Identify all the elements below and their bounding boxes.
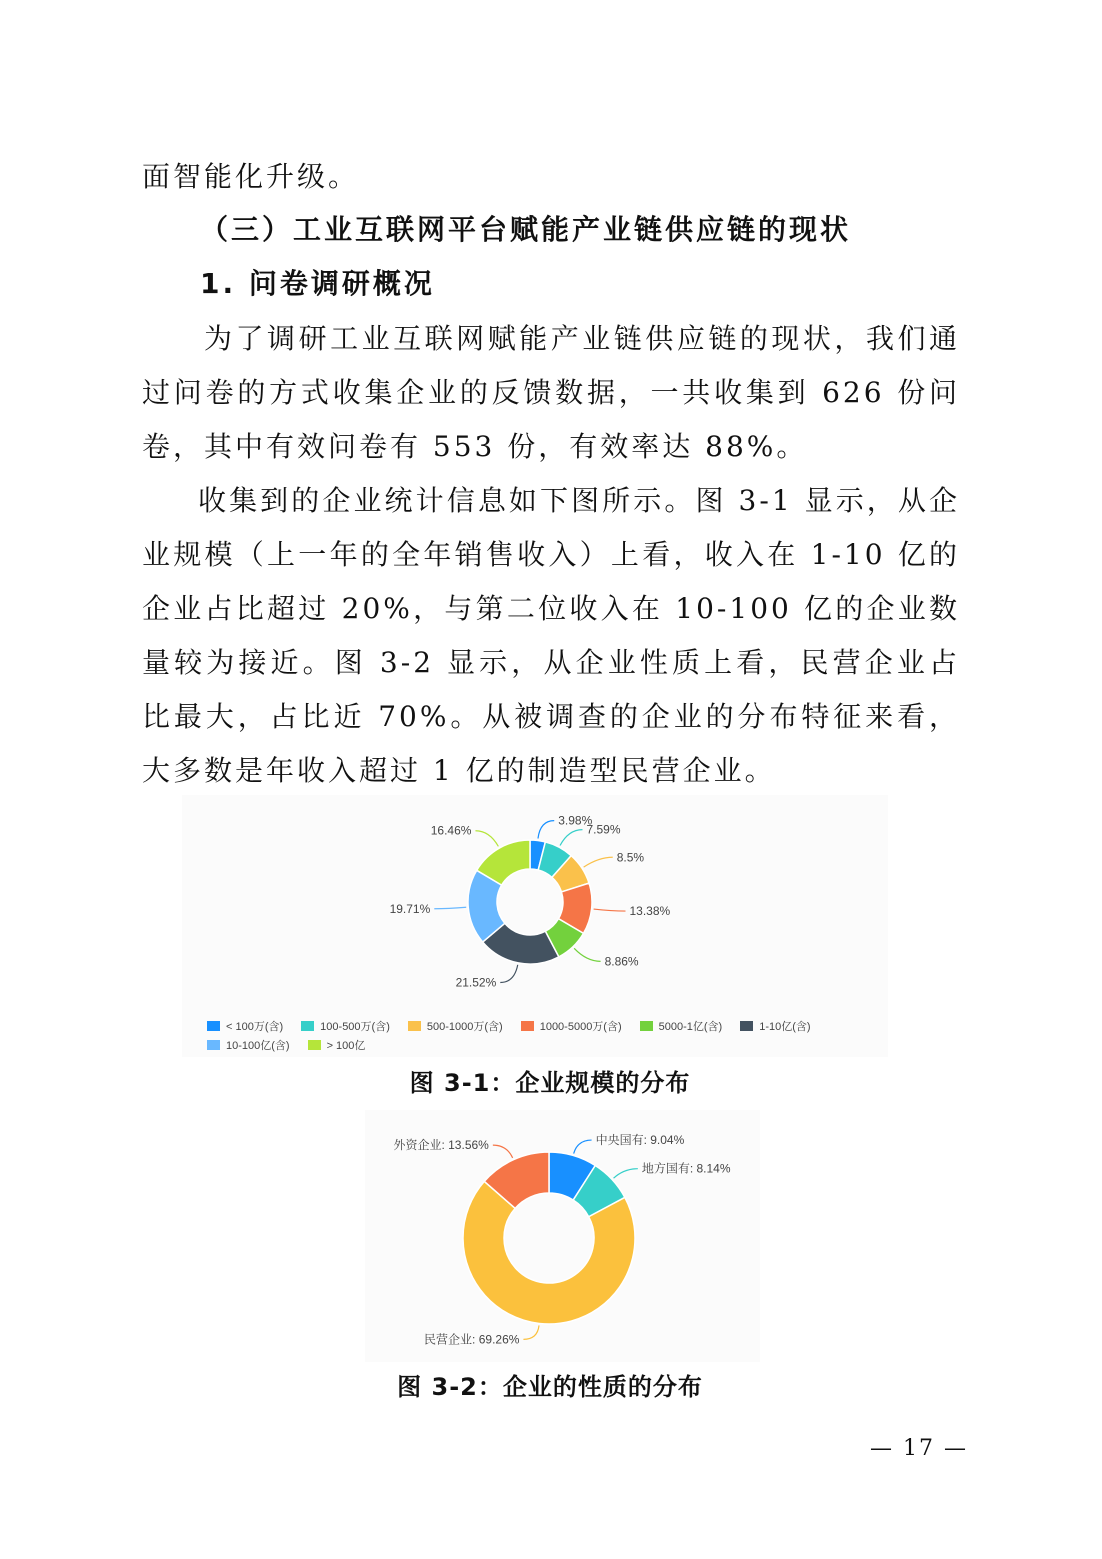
chart1-data-label-0: 3.98% [558,813,593,828]
legend-label-0: < 100万(含) [226,1021,284,1033]
legend-item-4[interactable] [640,1018,723,1034]
chart2-data-label-2: 民营企业: 69.26% [424,1332,520,1347]
section-heading: （三）工业互联网平台赋能产业链供应链的现状 [200,213,852,246]
chart1-data-label-3: 13.38% [629,904,671,919]
company-scale-legend [207,1018,887,1056]
paragraph-continuation: 面智能化升级。 [142,160,360,193]
legend-label-1: 100-500万(含) [320,1021,390,1033]
legend-swatch-4 [640,1021,653,1031]
chart1-data-label-7: 16.46% [430,823,472,838]
legend-swatch-3 [521,1021,534,1031]
legend-swatch-6 [207,1040,220,1050]
chart2-data-label-0: 中央国有: 9.04% [595,1133,685,1148]
chart2-data-label-3: 外资企业: 13.56% [393,1138,489,1153]
legend-item-6[interactable] [207,1037,290,1053]
legend-swatch-5 [740,1021,753,1031]
page-number: — 17 — [870,1436,968,1461]
legend-swatch-1 [301,1021,314,1031]
chart1-data-label-1: 7.59% [586,822,621,837]
legend-swatch-7 [308,1040,321,1050]
legend-swatch-0 [207,1021,220,1031]
chart1-data-label-4: 8.86% [604,954,639,969]
legend-item-2[interactable] [408,1018,503,1034]
legend-label-7: > 100亿 [326,1040,366,1052]
legend-label-4: 5000-1亿(含) [658,1021,723,1033]
legend-label-5: 1-10亿(含) [759,1021,811,1033]
figure-3-2-caption: 图 3-2：企业的性质的分布 [397,1373,703,1401]
legend-label-3: 1000-5000万(含) [539,1021,622,1033]
figure-3-1-caption: 图 3-1：企业规模的分布 [409,1069,691,1097]
figure-3-2-background [365,1110,760,1362]
legend-item-7[interactable] [308,1037,366,1053]
chart1-data-label-6: 19.71% [389,901,431,916]
legend-swatch-2 [408,1021,421,1031]
legend-label-2: 500-1000万(含) [426,1021,503,1033]
subsection-heading: 1. 问卷调研概况 [200,267,435,300]
legend-label-6: 10-100亿(含) [226,1040,290,1052]
chart1-data-label-2: 8.5% [616,850,645,865]
legend-item-3[interactable] [521,1018,622,1034]
legend-item-5[interactable] [740,1018,810,1034]
legend-item-1[interactable] [301,1018,390,1034]
legend-item-0[interactable] [207,1018,283,1034]
chart1-data-label-5: 21.52% [455,975,497,990]
paragraph-statistics: 收集到的企业统计信息如下图所示。图 3-1 显示，从企业规模（上一年的全年销售收入）上看，收入在 1-10 亿的企业占比超过 20%，与第二位收入在 10-100 亿的企业数量较为接近。图 3-2 显示，从企业性质上看，民营企业占比最大，占比近 70%。从被调查的企业的分布特征来看，大多数是年收入超过 1 亿的制造型民营企业。 [142,484,960,787]
chart2-data-label-1: 地方国有: 8.14% [641,1161,731,1176]
paragraph-survey-overview: 为了调研工业互联网赋能产业链供应链的现状，我们通过问卷的方式收集企业的反馈数据，一共收集到 626 份问卷，其中有效问卷有 553 份，有效率达 88%。 [142,322,960,463]
